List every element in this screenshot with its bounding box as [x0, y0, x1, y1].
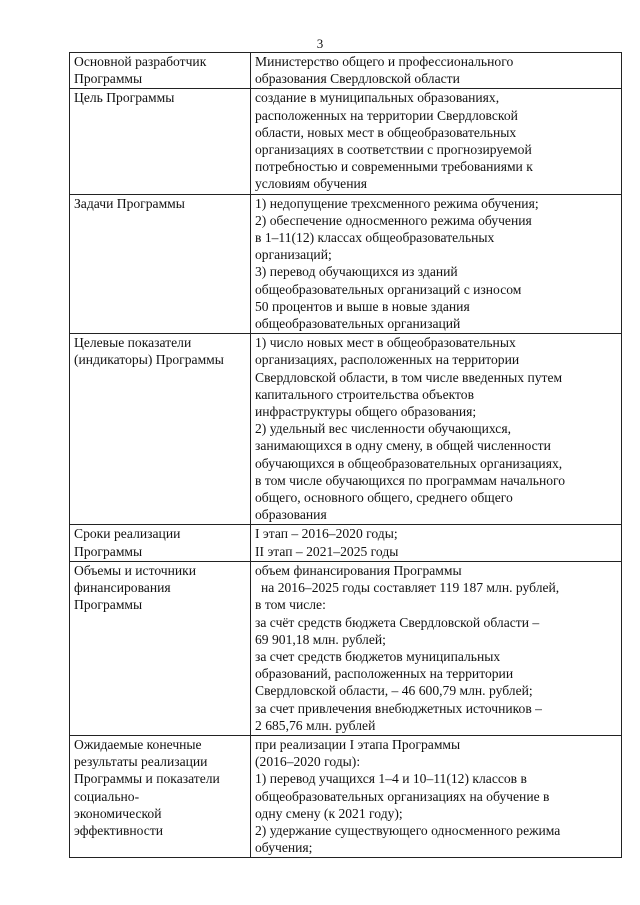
value-line: за счет средств бюджетов муниципальных: [255, 648, 501, 664]
row-label-tasks: [70, 194, 251, 334]
value-line: 2) удельный вес численности обучающихся,: [255, 421, 511, 437]
value-line: 50 процентов и выше в новые здания: [255, 298, 470, 314]
row-label-results: [70, 735, 251, 857]
table-row: [70, 561, 622, 735]
value-line: 2 685,76 млн. рублей: [255, 717, 376, 733]
value-line: общеобразовательных организаций: [255, 316, 461, 332]
value-line: при реализации I этапа Программы: [255, 736, 461, 752]
label-line: Объемы и источники: [74, 562, 197, 578]
value-line: Свердловской области, – 46 600,79 млн. рублей;: [255, 683, 533, 699]
row-label-goal: [70, 89, 251, 194]
value-line: за счёт средств бюджета Свердловской области –: [255, 614, 540, 630]
value-line: в том числе обучающихся по программам начального: [255, 472, 566, 488]
table-row: [70, 194, 622, 334]
table-row: [70, 89, 622, 194]
value-line: организациях, расположенных на территории: [255, 352, 520, 368]
value-line: (2016–2020 годы):: [255, 754, 361, 770]
value-line: образования Свердловской области: [255, 71, 460, 87]
value-line: 3) перевод обучающихся из зданий: [255, 264, 458, 280]
label-line: Целевые показатели: [74, 335, 192, 351]
value-line: инфраструктуры общего образования;: [255, 404, 477, 420]
label-line: Цель Программы: [74, 90, 175, 106]
row-label-terms: [70, 525, 251, 561]
value-line: 1) перевод учащихся 1–4 и 10–11(12) классов в: [255, 771, 527, 787]
row-label-developer: [70, 53, 251, 89]
label-line: Программы и показатели: [74, 771, 220, 787]
value-line: создание в муниципальных образованиях,: [255, 90, 500, 106]
value-line: объем финансирования Программы: [255, 562, 462, 578]
value-line: образований, расположенных на территории: [255, 666, 514, 682]
value-line: Свердловской области, в том числе введенных путем: [255, 369, 563, 385]
label-line: Задачи Программы: [74, 195, 185, 211]
label-line: финансирования: [74, 580, 171, 596]
value-line: расположенных на территории Свердловской: [255, 107, 518, 123]
row-value-indicators: [251, 334, 622, 525]
row-value-tasks: [251, 194, 622, 334]
value-line: организациях в соответствии с прогнозируемой: [255, 142, 532, 158]
row-label-funding: [70, 561, 251, 735]
value-line: организаций;: [255, 247, 332, 263]
value-line: общеобразовательных организаций с износом: [255, 281, 522, 297]
value-line: 2) обеспечение односменного режима обучения: [255, 212, 532, 228]
label-line: (индикаторы) Программы: [74, 352, 224, 368]
label-line: экономической: [74, 805, 162, 821]
program-passport-table: [69, 52, 622, 858]
value-line: одну смену (к 2021 году);: [255, 805, 403, 821]
value-line: области, новых мест в общеобразовательных: [255, 124, 517, 140]
label-line: Сроки реализации: [74, 526, 181, 542]
value-line: капитального строительства объектов: [255, 386, 474, 402]
value-line: потребностью и современными требованиями к: [255, 159, 533, 175]
value-line: занимающихся в одну смену, в общей численности: [255, 438, 551, 454]
label-line: результаты реализации: [74, 754, 208, 770]
label-line: Программы: [74, 543, 143, 559]
value-line: II этап – 2021–2025 годы: [255, 543, 399, 559]
value-line: общего, основного общего, среднего общего: [255, 490, 513, 506]
label-line: эффективности: [74, 822, 164, 838]
value-line: в том числе:: [255, 597, 326, 613]
page-number: 3: [316, 36, 324, 51]
table-row: [70, 53, 622, 89]
table-row: [70, 525, 622, 561]
value-line: обучающихся в общеобразовательных организациях,: [255, 455, 563, 471]
value-line: за счет привлечения внебюджетных источников –: [255, 700, 542, 716]
label-line: Основной разработчик: [74, 54, 207, 69]
value-line: условиям обучения: [255, 176, 368, 192]
label-line: Ожидаемые конечные: [74, 736, 202, 752]
value-line: I этап – 2016–2020 годы;: [255, 526, 398, 542]
value-line: 69 901,18 млн. рублей;: [255, 631, 386, 647]
label-line: Программы: [74, 71, 143, 87]
row-value-terms: [251, 525, 622, 561]
row-value-results: [251, 735, 622, 857]
value-line: 1) недопущение трехсменного режима обучения;: [255, 195, 539, 211]
value-line: на 2016–2025 годы составляет 119 187 млн. рублей,: [261, 580, 560, 596]
row-value-funding: [251, 561, 622, 735]
value-line: 2) удержание существующего односменного режима: [255, 822, 561, 838]
label-line: Программы: [74, 597, 143, 613]
row-label-indicators: [70, 334, 251, 525]
row-value-developer: [251, 53, 622, 89]
value-line: 1) число новых мест в общеобразовательных: [255, 335, 516, 351]
value-line: Министерство общего и профессионального: [255, 54, 514, 69]
value-line: обучения;: [255, 840, 313, 856]
table-row: [70, 334, 622, 525]
value-line: общеобразовательных организациях на обучение в: [255, 788, 550, 804]
value-line: в 1–11(12) классах общеобразовательных: [255, 230, 495, 246]
table-row: [70, 735, 622, 857]
label-line: социально-: [74, 788, 140, 804]
value-line: образования: [255, 507, 327, 523]
row-value-goal: [251, 89, 622, 194]
